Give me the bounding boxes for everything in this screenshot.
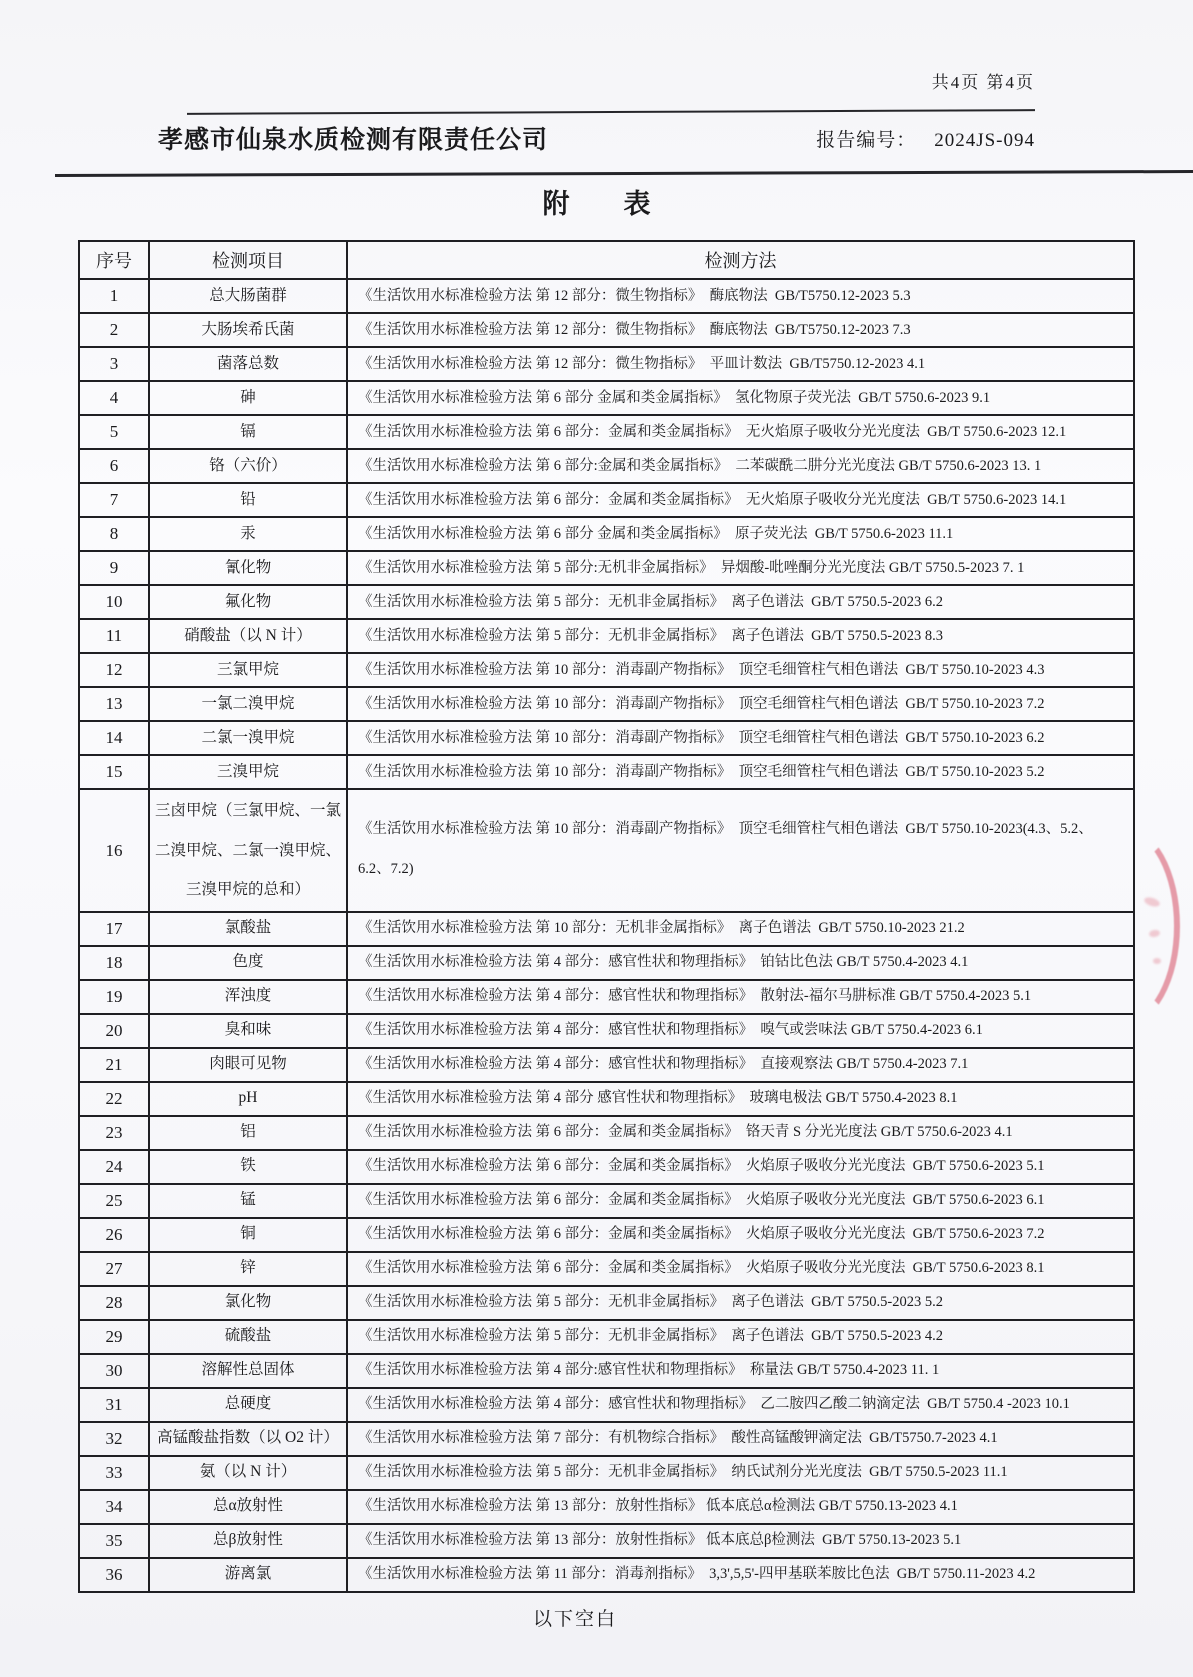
- table-body: [79, 279, 1134, 1592]
- test-method: 《生活饮用水标准检验方法 第 5 部分：无机非金属指标》 离子色谱法 GB/T 5750.5-2023 5.2: [347, 1286, 1134, 1320]
- test-item: 总大肠菌群: [149, 279, 347, 313]
- test-item: 肉眼可见物: [149, 1048, 347, 1082]
- report-number-value: 2024JS-094: [934, 129, 1035, 151]
- table-header-row: [79, 241, 1134, 279]
- test-item: 三氯甲烷: [149, 653, 347, 687]
- test-item: 铁: [149, 1150, 347, 1184]
- row-number: 11: [79, 619, 149, 653]
- table-row: [79, 1490, 1134, 1524]
- table-row: [79, 279, 1134, 313]
- test-item: 铅: [149, 483, 347, 517]
- test-item: 砷: [149, 381, 347, 415]
- test-item: 氟化物: [149, 585, 347, 619]
- table-row: [79, 1082, 1134, 1116]
- row-number: 1: [79, 279, 149, 313]
- row-number: 9: [79, 551, 149, 585]
- row-number: 4: [79, 381, 149, 415]
- table-row: [79, 1388, 1134, 1422]
- test-method: 《生活饮用水标准检验方法 第 6 部分：金属和类金属指标》 火焰原子吸收分光光度法 GB/T 5750.6-2023 8.1: [347, 1252, 1134, 1286]
- test-method: 《生活饮用水标准检验方法 第 13 部分：放射性指标》 低本底总β检测法 GB/T 5750.13-2023 5.1: [347, 1524, 1134, 1558]
- row-number: 5: [79, 415, 149, 449]
- test-item: 氰化物: [149, 551, 347, 585]
- table-row: [79, 687, 1134, 721]
- test-item: 一氯二溴甲烷: [149, 687, 347, 721]
- report-number-label: 报告编号：: [816, 129, 917, 151]
- table-row: [79, 1320, 1134, 1354]
- table-row: [79, 1558, 1134, 1592]
- test-method: 《生活饮用水标准检验方法 第 6 部分：金属和类金属指标》 无火焰原子吸收分光光度法 GB/T 5750.6-2023 12.1: [347, 415, 1134, 449]
- row-number: 13: [79, 687, 149, 721]
- test-method: 《生活饮用水标准检验方法 第 10 部分：消毒副产物指标》 顶空毛细管柱气相色谱法 GB/T 5750.10-2023 4.3: [347, 653, 1134, 687]
- table-row: [79, 1218, 1134, 1252]
- test-item: 大肠埃希氏菌: [149, 313, 347, 347]
- table-row: [79, 449, 1134, 483]
- row-number: 26: [79, 1218, 149, 1252]
- table-row: [79, 1286, 1134, 1320]
- test-item: 总α放射性: [149, 1490, 347, 1524]
- test-method: 《生活饮用水标准检验方法 第 4 部分:感官性状和物理指标》 称量法 GB/T 5750.4-2023 11. 1: [347, 1354, 1134, 1388]
- header-method: 检测方法: [347, 241, 1134, 279]
- test-method: 《生活饮用水标准检验方法 第 10 部分：消毒副产物指标》 顶空毛细管柱气相色谱法 GB/T 5750.10-2023 7.2: [347, 687, 1134, 721]
- methods-table-wrap: [78, 240, 1135, 1593]
- table-row: [79, 653, 1134, 687]
- test-item: 二氯一溴甲烷: [149, 721, 347, 755]
- test-method: 《生活饮用水标准检验方法 第 11 部分：消毒剂指标》 3,3',5,5'-四甲基联苯胺比色法 GB/T 5750.11-2023 4.2: [347, 1558, 1134, 1592]
- methods-table: [78, 240, 1135, 1593]
- test-method: 《生活饮用水标准检验方法 第 13 部分：放射性指标》 低本底总α检测法 GB/T 5750.13-2023 4.1: [347, 1490, 1134, 1524]
- report-header: [158, 120, 1035, 156]
- table-row: [79, 946, 1134, 980]
- row-number: 24: [79, 1150, 149, 1184]
- header-rule-top: [187, 109, 1035, 115]
- table-row: [79, 585, 1134, 619]
- row-number: 15: [79, 755, 149, 789]
- test-method: 《生活饮用水标准检验方法 第 5 部分：无机非金属指标》 离子色谱法 GB/T 5750.5-2023 8.3: [347, 619, 1134, 653]
- row-number: 8: [79, 517, 149, 551]
- table-row: [79, 755, 1134, 789]
- table-row: [79, 789, 1134, 912]
- row-number: 10: [79, 585, 149, 619]
- test-method: 《生活饮用水标准检验方法 第 6 部分：金属和类金属指标》 无火焰原子吸收分光光度法 GB/T 5750.6-2023 14.1: [347, 483, 1134, 517]
- test-item: 镉: [149, 415, 347, 449]
- test-method: 《生活饮用水标准检验方法 第 6 部分 金属和类金属指标》 氢化物原子荧光法 GB/T 5750.6-2023 9.1: [347, 381, 1134, 415]
- table-row: [79, 347, 1134, 381]
- table-row: [79, 1184, 1134, 1218]
- row-number: 23: [79, 1116, 149, 1150]
- seal-ink-mark: [1153, 958, 1161, 964]
- table-row: [79, 1252, 1134, 1286]
- table-row: [79, 980, 1134, 1014]
- test-method: 《生活饮用水标准检验方法 第 4 部分：感官性状和物理指标》 铂钴比色法 GB/T 5750.4-2023 4.1: [347, 946, 1134, 980]
- test-item: 氨（以 N 计）: [149, 1456, 347, 1490]
- test-method: 《生活饮用水标准检验方法 第 12 部分：微生物指标》 酶底物法 GB/T5750.12-2023 5.3: [347, 279, 1134, 313]
- row-number: 28: [79, 1286, 149, 1320]
- row-number: 33: [79, 1456, 149, 1490]
- table-row: [79, 1456, 1134, 1490]
- test-item: 高锰酸盐指数（以 O2 计）: [149, 1422, 347, 1456]
- test-method: 《生活饮用水标准检验方法 第 10 部分：消毒副产物指标》 顶空毛细管柱气相色谱法 GB/T 5750.10-2023 5.2: [347, 755, 1134, 789]
- test-item: 浑浊度: [149, 980, 347, 1014]
- row-number: 7: [79, 483, 149, 517]
- table-row: [79, 1014, 1134, 1048]
- row-number: 19: [79, 980, 149, 1014]
- test-item: 铜: [149, 1218, 347, 1252]
- header-item: 检测项目: [149, 241, 347, 279]
- table-row: [79, 1150, 1134, 1184]
- row-number: 20: [79, 1014, 149, 1048]
- test-method: 《生活饮用水标准检验方法 第 6 部分：金属和类金属指标》 铬天青 S 分光光度法 GB/T 5750.6-2023 4.1: [347, 1116, 1134, 1150]
- test-item: 锰: [149, 1184, 347, 1218]
- official-seal-arc-icon: [1068, 826, 1180, 1026]
- row-number: 14: [79, 721, 149, 755]
- test-method: 《生活饮用水标准检验方法 第 5 部分：无机非金属指标》 纳氏试剂分光光度法 GB/T 5750.5-2023 11.1: [347, 1456, 1134, 1490]
- test-method: 《生活饮用水标准检验方法 第 7 部分：有机物综合指标》 酸性高锰酸钾滴定法 GB/T5750.7-2023 4.1: [347, 1422, 1134, 1456]
- table-row: [79, 1524, 1134, 1558]
- test-item: 硫酸盐: [149, 1320, 347, 1354]
- test-item: 汞: [149, 517, 347, 551]
- header-rule-full: [55, 170, 1193, 176]
- table-row: [79, 415, 1134, 449]
- test-method: 《生活饮用水标准检验方法 第 10 部分：消毒副产物指标》 顶空毛细管柱气相色谱法 GB/T 5750.10-2023 6.2: [347, 721, 1134, 755]
- test-method: 《生活饮用水标准检验方法 第 4 部分：感官性状和物理指标》 直接观察法 GB/T 5750.4-2023 7.1: [347, 1048, 1134, 1082]
- table-row: [79, 721, 1134, 755]
- test-method: 《生活饮用水标准检验方法 第 5 部分：无机非金属指标》 离子色谱法 GB/T 5750.5-2023 4.2: [347, 1320, 1134, 1354]
- table-row: [79, 912, 1134, 946]
- test-method: 《生活饮用水标准检验方法 第 5 部分:无机非金属指标》 异烟酸-吡唑酮分光光度法 GB/T 5750.5-2023 7. 1: [347, 551, 1134, 585]
- test-method: 《生活饮用水标准检验方法 第 4 部分 感官性状和物理指标》 玻璃电极法 GB/T 5750.4-2023 8.1: [347, 1082, 1134, 1116]
- row-number: 32: [79, 1422, 149, 1456]
- test-item: 氯化物: [149, 1286, 347, 1320]
- table-row: [79, 551, 1134, 585]
- document-title: 附 表: [542, 189, 651, 219]
- test-item: 游离氯: [149, 1558, 347, 1592]
- row-number: 25: [79, 1184, 149, 1218]
- table-row: [79, 1354, 1134, 1388]
- table-row: [79, 1116, 1134, 1150]
- table-row: [79, 619, 1134, 653]
- row-number: 16: [79, 789, 149, 912]
- test-method: 《生活饮用水标准检验方法 第 10 部分：无机非金属指标》 离子色谱法 GB/T 5750.10-2023 21.2: [347, 912, 1134, 946]
- test-item: 色度: [149, 946, 347, 980]
- test-method: 《生活饮用水标准检验方法 第 4 部分：感官性状和物理指标》 乙二胺四乙酸二钠滴定法 GB/T 5750.4 -2023 10.1: [347, 1388, 1134, 1422]
- report-number: [816, 125, 1035, 152]
- row-number: 12: [79, 653, 149, 687]
- test-item: 硝酸盐（以 N 计）: [149, 619, 347, 653]
- row-number: 21: [79, 1048, 149, 1082]
- test-item: 氯酸盐: [149, 912, 347, 946]
- test-item: 三卤甲烷（三氯甲烷、一氯二溴甲烷、二氯一溴甲烷、三溴甲烷的总和）: [149, 789, 347, 912]
- table-row: [79, 313, 1134, 347]
- test-method: 《生活饮用水标准检验方法 第 6 部分：金属和类金属指标》 火焰原子吸收分光光度法 GB/T 5750.6-2023 7.2: [347, 1218, 1134, 1252]
- row-number: 31: [79, 1388, 149, 1422]
- test-item: 总硬度: [149, 1388, 347, 1422]
- row-number: 3: [79, 347, 149, 381]
- test-item: 溶解性总固体: [149, 1354, 347, 1388]
- header-no: 序号: [79, 241, 149, 279]
- row-number: 34: [79, 1490, 149, 1524]
- test-item: 菌落总数: [149, 347, 347, 381]
- row-number: 18: [79, 946, 149, 980]
- row-number: 22: [79, 1082, 149, 1116]
- table-row: [79, 483, 1134, 517]
- row-number: 36: [79, 1558, 149, 1592]
- test-method: 《生活饮用水标准检验方法 第 12 部分：微生物指标》 酶底物法 GB/T5750.12-2023 7.3: [347, 313, 1134, 347]
- table-row: [79, 517, 1134, 551]
- test-item: 三溴甲烷: [149, 755, 347, 789]
- page-indicator: 共4页 第4页: [931, 73, 1035, 92]
- test-method: 《生活饮用水标准检验方法 第 4 部分：感官性状和物理指标》 嗅气或尝味法 GB/T 5750.4-2023 6.1: [347, 1014, 1134, 1048]
- test-item: 总β放射性: [149, 1524, 347, 1558]
- row-number: 6: [79, 449, 149, 483]
- test-method: 《生活饮用水标准检验方法 第 12 部分：微生物指标》 平皿计数法 GB/T5750.12-2023 4.1: [347, 347, 1134, 381]
- test-method: 《生活饮用水标准检验方法 第 6 部分：金属和类金属指标》 火焰原子吸收分光光度法 GB/T 5750.6-2023 6.1: [347, 1184, 1134, 1218]
- test-method: 《生活饮用水标准检验方法 第 5 部分：无机非金属指标》 离子色谱法 GB/T 5750.5-2023 6.2: [347, 585, 1134, 619]
- company-name: 孝感市仙泉水质检测有限责任公司: [158, 127, 549, 154]
- blank-below-note: 以下空白: [532, 1609, 617, 1630]
- row-number: 29: [79, 1320, 149, 1354]
- row-number: 30: [79, 1354, 149, 1388]
- table-row: [79, 1048, 1134, 1082]
- test-method: 《生活饮用水标准检验方法 第 6 部分：金属和类金属指标》 火焰原子吸收分光光度法 GB/T 5750.6-2023 5.1: [347, 1150, 1134, 1184]
- test-method: 《生活饮用水标准检验方法 第 10 部分：消毒副产物指标》 顶空毛细管柱气相色谱法 GB/T 5750.10-2023(4.3、5.2、6.2、7.2): [347, 789, 1134, 912]
- row-number: 35: [79, 1524, 149, 1558]
- row-number: 27: [79, 1252, 149, 1286]
- test-method: 《生活饮用水标准检验方法 第 6 部分:金属和类金属指标》 二苯碳酰二肼分光光度法 GB/T 5750.6-2023 13. 1: [347, 449, 1134, 483]
- test-item: 锌: [149, 1252, 347, 1286]
- test-item: 臭和味: [149, 1014, 347, 1048]
- test-item: pH: [149, 1082, 347, 1116]
- table-row: [79, 381, 1134, 415]
- row-number: 2: [79, 313, 149, 347]
- test-item: 铬（六价）: [149, 449, 347, 483]
- test-method: 《生活饮用水标准检验方法 第 4 部分：感官性状和物理指标》 散射法-福尔马肼标准 GB/T 5750.4-2023 5.1: [347, 980, 1134, 1014]
- test-item: 铝: [149, 1116, 347, 1150]
- row-number: 17: [79, 912, 149, 946]
- table-row: [79, 1422, 1134, 1456]
- test-method: 《生活饮用水标准检验方法 第 6 部分 金属和类金属指标》 原子荧光法 GB/T 5750.6-2023 11.1: [347, 517, 1134, 551]
